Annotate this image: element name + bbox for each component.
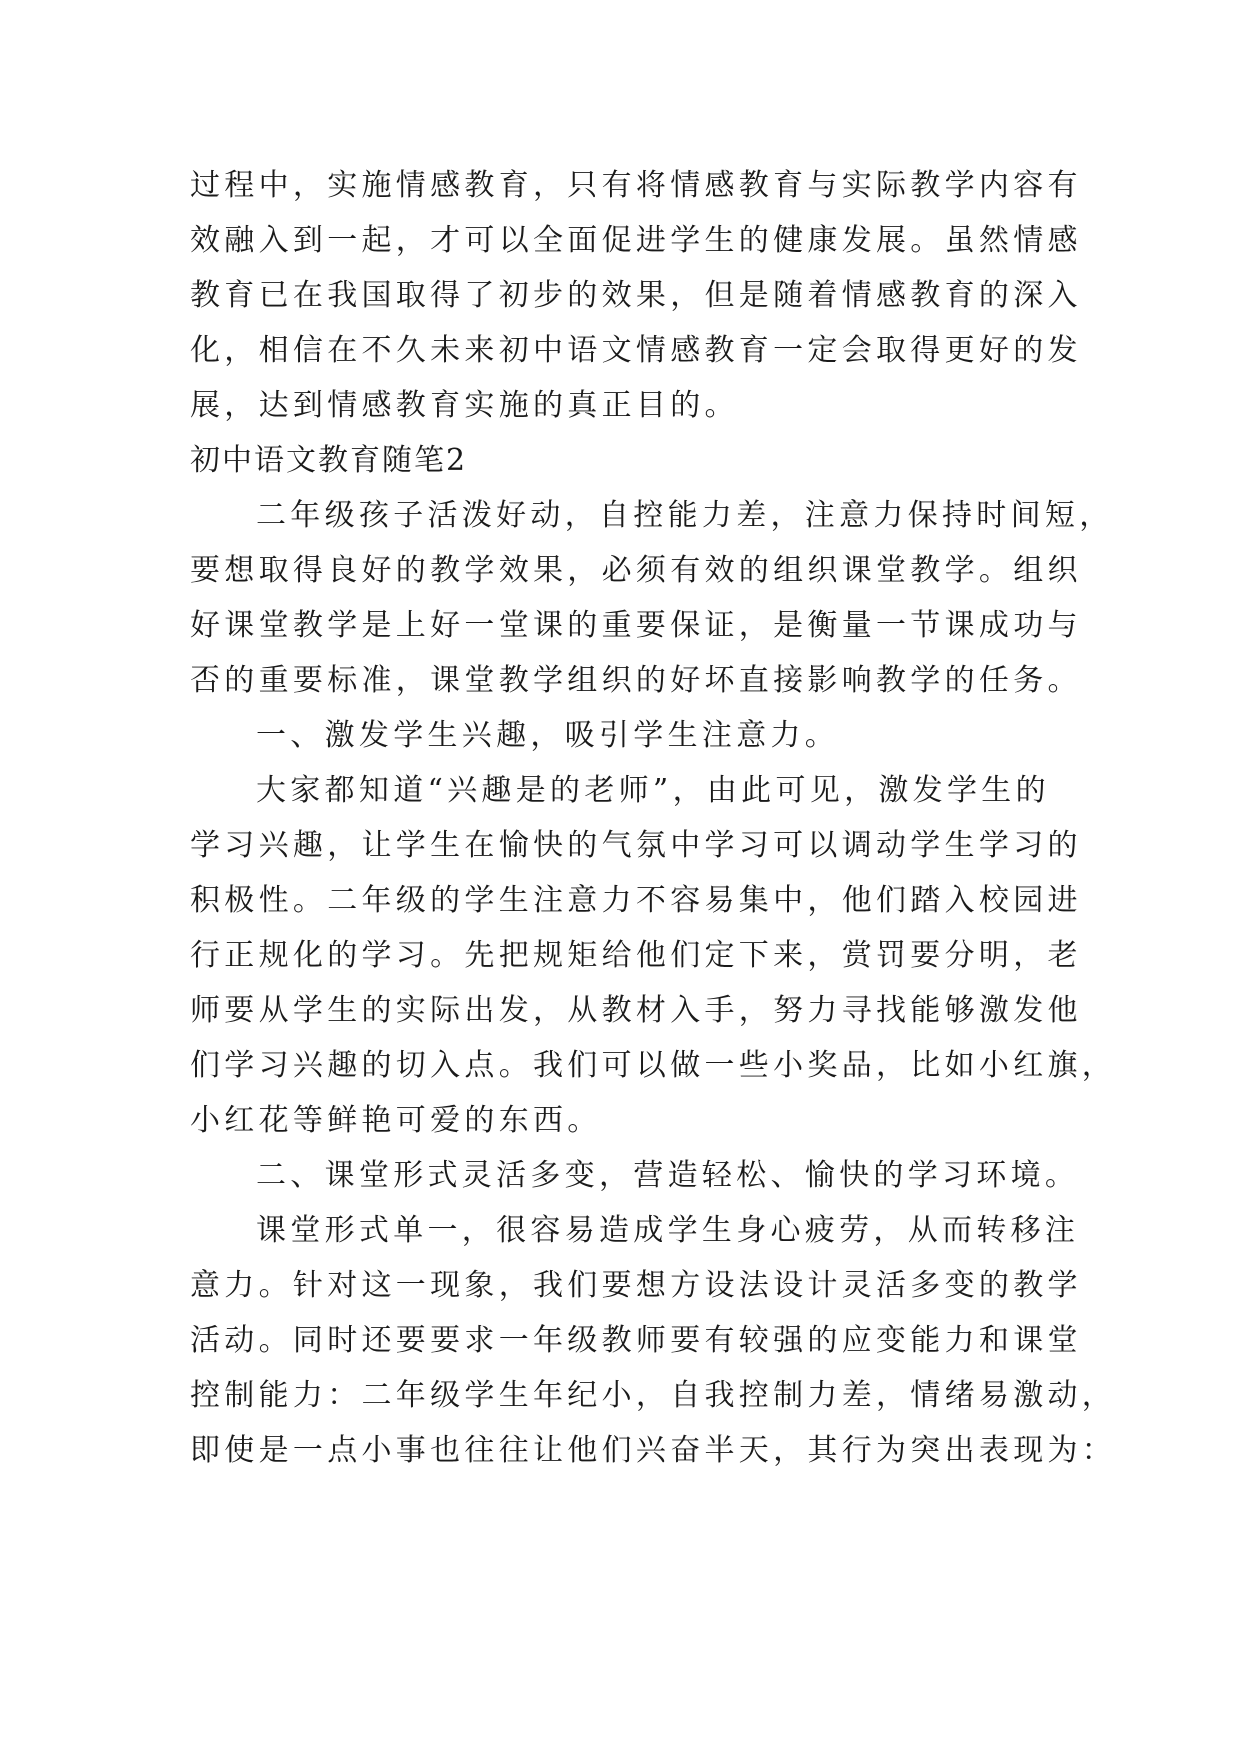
paragraph-line: 二年级孩子活泼好动，自控能力差，注意力保持时间短， [256,498,1114,533]
intro-line: 教育已在我国取得了初步的效果，但是随着情感教育的深入 [190,278,1082,313]
paragraph-line: 否的重要标准，课堂教学组织的好坏直接影响教学的任务。 [190,663,1082,698]
paragraph-line: 意力。针对这一现象，我们要想方设法设计灵活多变的教学 [190,1268,1082,1303]
intro-line: 化，相信在不久未来初中语文情感教育一定会取得更好的发 [190,333,1082,368]
intro-line: 效融入到一起，才可以全面促进学生的健康发展。虽然情感 [190,223,1082,258]
paragraph-line: 即使是一点小事也往往让他们兴奋半天，其行为突出表现为： [190,1433,1117,1468]
point-heading: 二、课堂形式灵活多变，营造轻松、愉快的学习环境。 [256,1158,1080,1193]
paragraph-line: 积极性。二年级的学生注意力不容易集中，他们踏入校园进 [190,883,1082,918]
paragraph-line: 活动。同时还要要求一年级教师要有较强的应变能力和课堂 [190,1323,1082,1358]
paragraph-line: 行正规化的学习。先把规矩给他们定下来，赏罚要分明，老 [190,938,1082,973]
paragraph-line: 好课堂教学是上好一堂课的重要保证，是衡量一节课成功与 [190,608,1082,643]
paragraph-line: 控制能力：二年级学生年纪小，自我控制力差，情绪易激动， [190,1378,1117,1413]
paragraph-line: 师要从学生的实际出发，从教材入手，努力寻找能够激发他 [190,993,1082,1028]
paragraph-line: 大家都知道“兴趣是的老师”，由此可见，激发学生的 [256,773,1050,808]
paragraph-line: 小红花等鲜艳可爱的东西。 [190,1103,602,1138]
intro-line: 过程中，实施情感教育，只有将情感教育与实际教学内容有 [190,168,1082,203]
paragraph-line: 学习兴趣，让学生在愉快的气氛中学习可以调动学生学习的 [190,828,1082,863]
paragraph-line: 课堂形式单一，很容易造成学生身心疲劳，从而转移注 [256,1213,1080,1248]
document-body [190,158,1117,1478]
intro-line: 展，达到情感教育实施的真正目的。 [190,388,739,423]
section-title: 初中语文教育随笔2 [190,443,468,478]
paragraph-line: 们学习兴趣的切入点。我们可以做一些小奖品，比如小红旗， [190,1048,1117,1083]
point-heading: 一、激发学生兴趣，吸引学生注意力。 [256,718,840,753]
paragraph-line: 要想取得良好的教学效果，必须有效的组织课堂教学。组织 [190,553,1082,588]
